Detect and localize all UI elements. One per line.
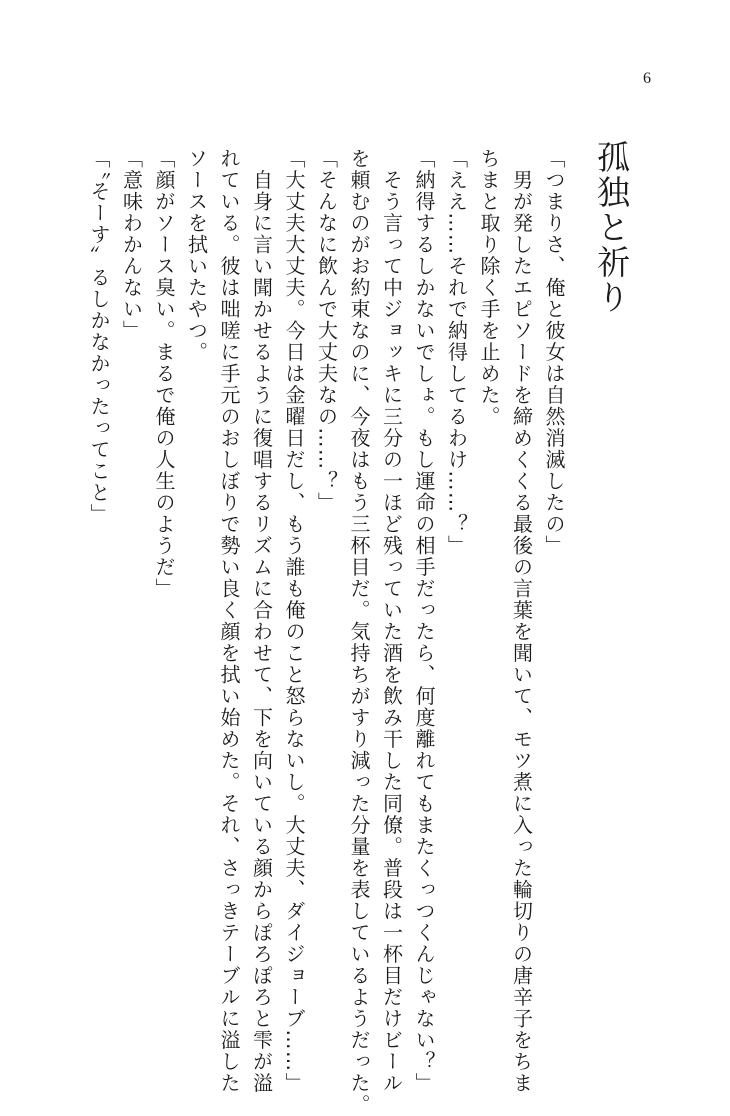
text-line: 「〝そーす〟るしかなかったってこと」 <box>87 148 111 525</box>
text-line: 自身に言い聞かせるように復唱するリズムに合わせて、下を向いている顔からぽろぽろと雫が溢 <box>249 148 274 1094</box>
text-line: 「意味わかんない」 <box>119 148 144 342</box>
text-line: 「納得するしかないでしょ。もし運命の相手だったら、何度離れてもまたくっつくんじゃない？」 <box>412 148 436 1094</box>
text-line: ソースを拭いたやつ。 <box>184 148 209 363</box>
text-line: そう言って中ジョッキに三分の一ほど残っていた酒を飲み干した同僚。普段は一杯目だけビール <box>379 148 404 1094</box>
text-line: 「ええ……それで納得してるわけ……？」 <box>444 148 469 557</box>
text-line: れている。彼は咄嗟に手元のおしぼりで勢い良く顔を拭い始めた。それ、さっきテーブルに溢した <box>217 148 241 1094</box>
chapter-title: 孤独と祈り <box>592 140 631 315</box>
text-line: 男が発したエピソードを締めくくる最後の言葉を聞いて、モツ煮に入った輪切りの唐辛子をちま <box>509 148 534 1094</box>
text-line: 「顔がソース臭い。まるで俺の人生のようだ」 <box>152 148 176 600</box>
text-line: を頼むのがお約束なのに、今夜はもう三杯目だ。気持ちがすり減った分量を表しているようだった。 <box>347 148 371 1116</box>
text-line: 「そんなに飲んで大丈夫なの……？」 <box>314 148 339 514</box>
body-text <box>83 148 571 1116</box>
page-number: 6 <box>643 70 651 87</box>
text-line: 「大丈夫大丈夫。今日は金曜日だし、もう誰も俺のこと怒らないし。大丈夫、ダイジョーブ……」 <box>282 148 306 1094</box>
text-line: 「つまりさ、俺と彼女は自然消滅したの」 <box>542 148 566 557</box>
text-line: ちまと取り除く手を止めた。 <box>477 148 501 428</box>
